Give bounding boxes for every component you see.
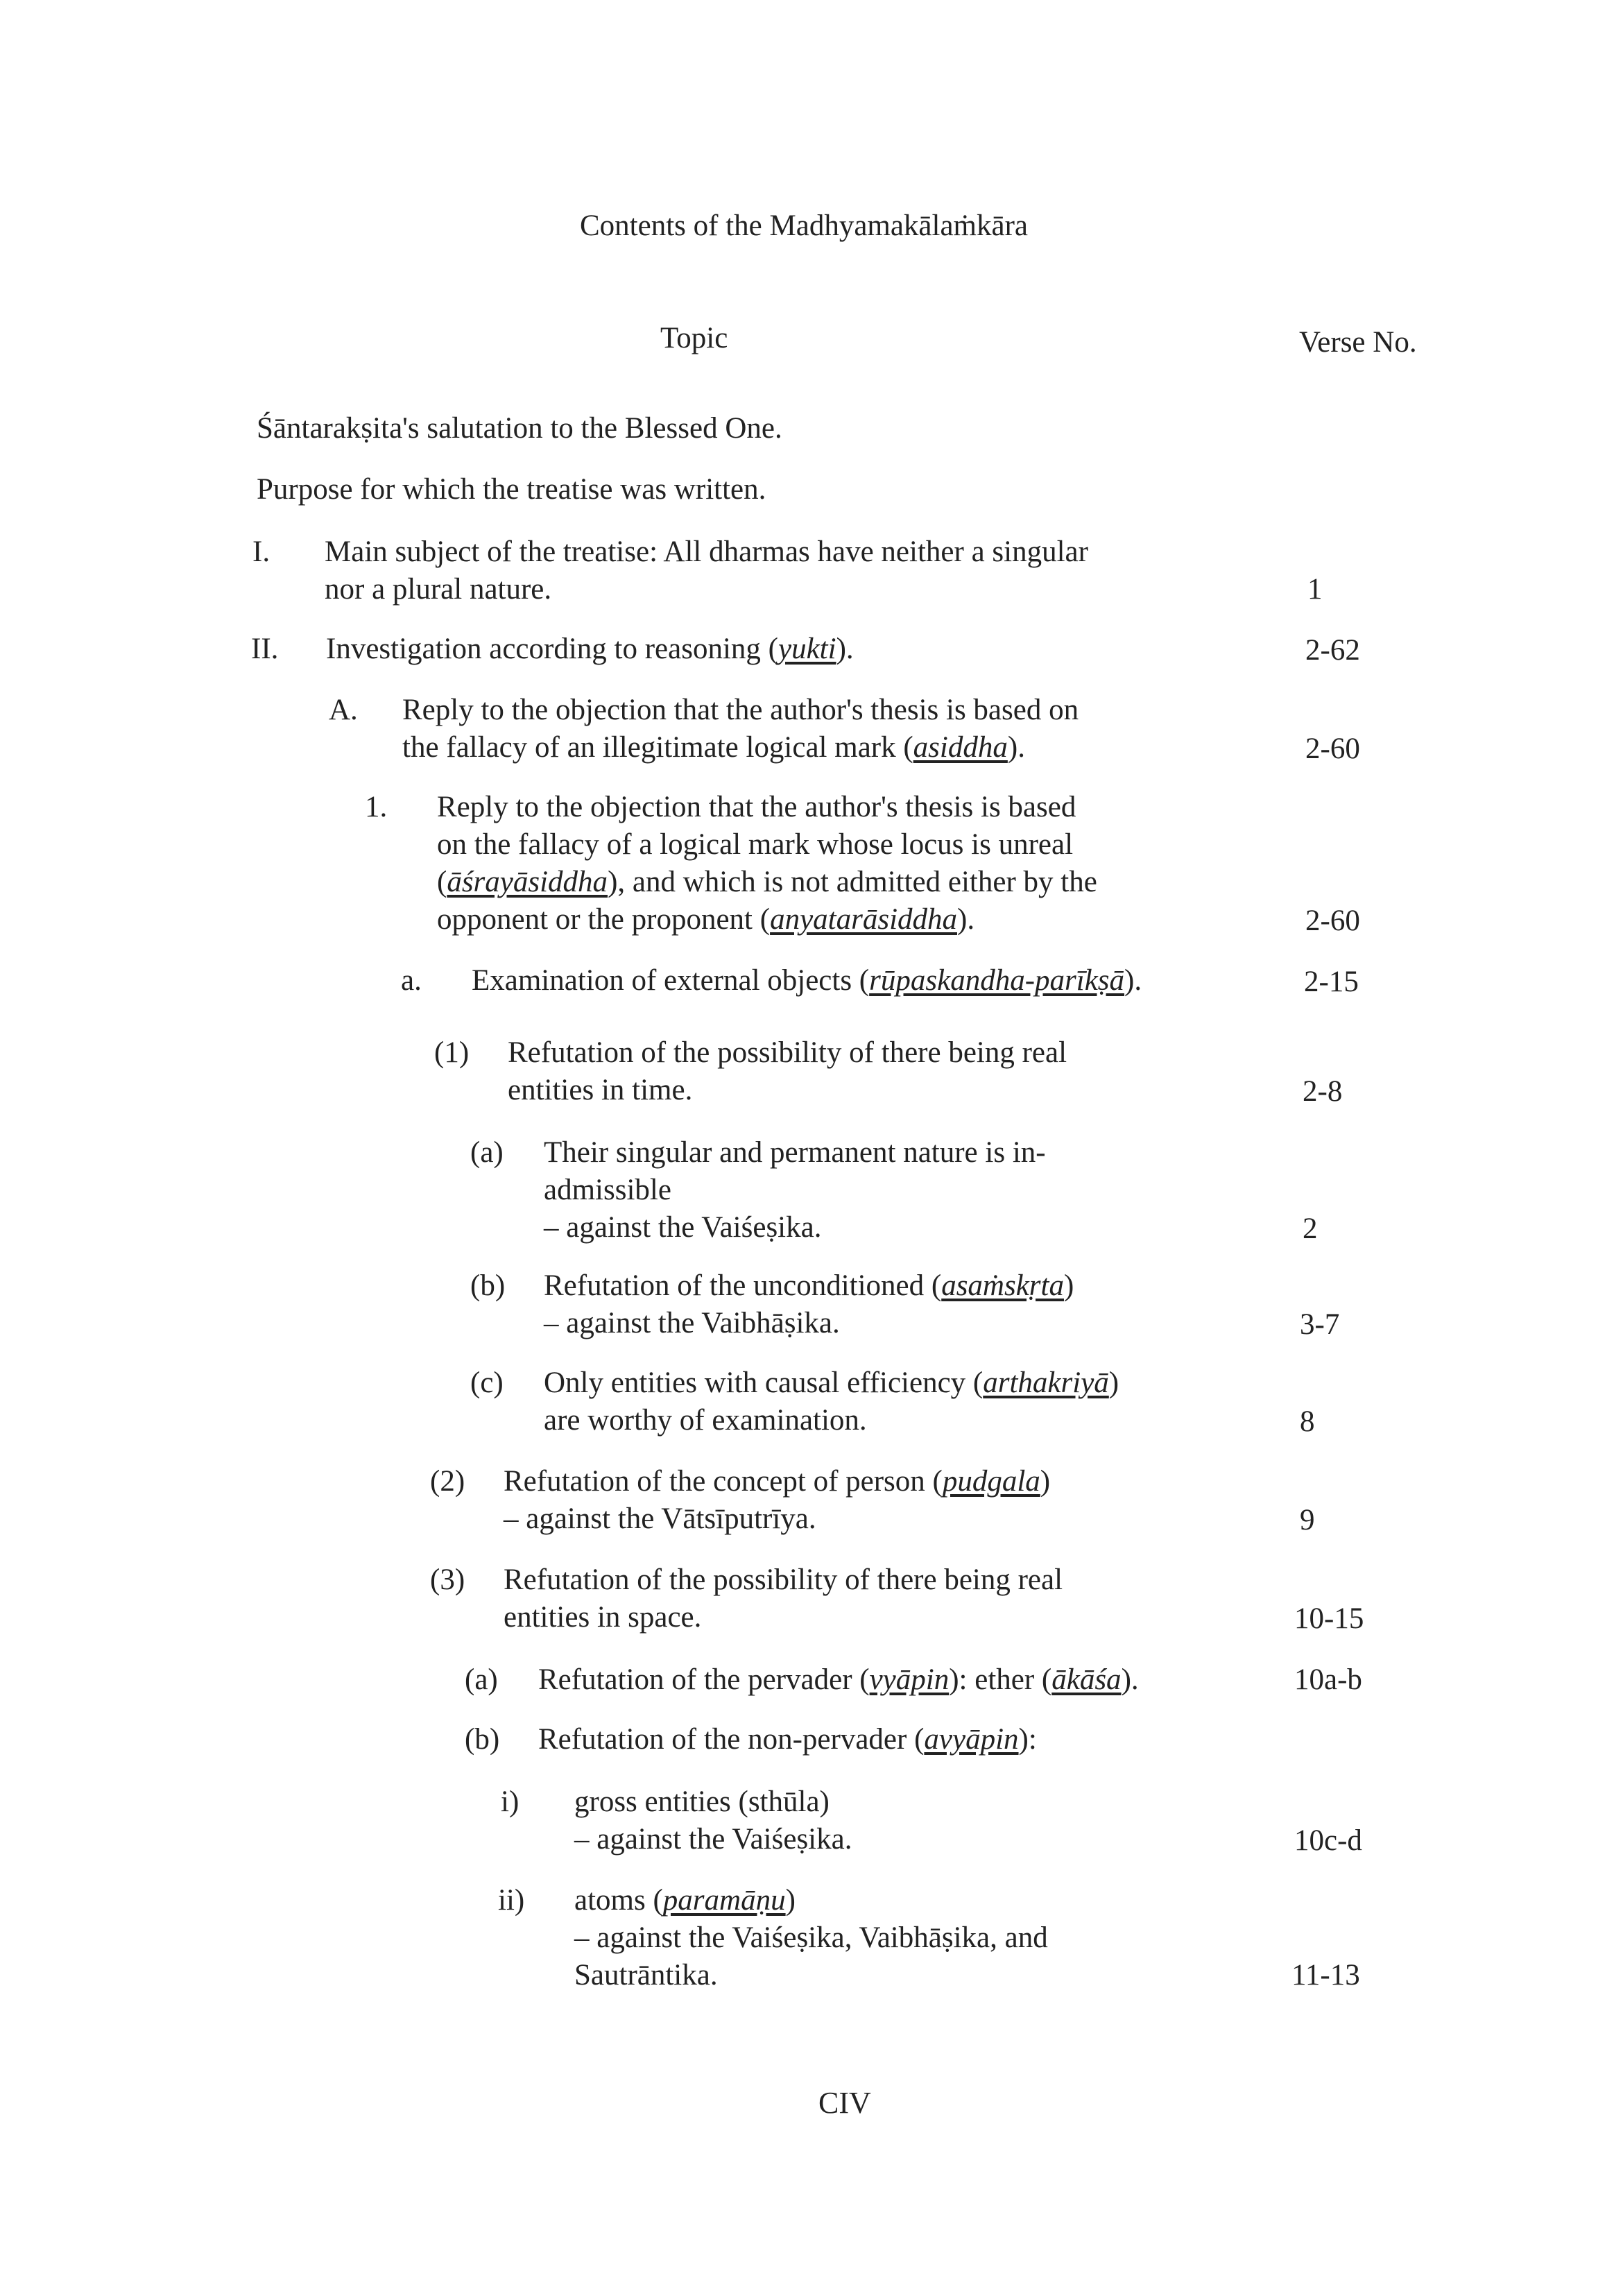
toc-entry-label: (b) (465, 1723, 500, 1756)
toc-entry-line: gross entities (sthūla) (574, 1785, 830, 1818)
toc-entry-line: are worthy of examination. (544, 1404, 867, 1437)
toc-entry-line: entities in space. (504, 1601, 702, 1634)
toc-entry-line: the fallacy of an illegitimate logical mark (asiddha). (402, 731, 1025, 764)
toc-entry-line: opponent or the proponent (anyatarāsiddha). (437, 903, 975, 936)
toc-entry-line: Purpose for which the treatise was written. (257, 473, 766, 506)
toc-entry-label: A. (329, 694, 358, 726)
toc-entry-line: Investigation according to reasoning (yukti). (326, 633, 854, 665)
toc-entry-label: (a) (470, 1136, 504, 1169)
toc-entry-line: Examination of external objects (rūpaskandha-parīkṣā). (472, 964, 1142, 997)
verse-number: 10a-b (1294, 1663, 1362, 1696)
toc-entry-label: (a) (465, 1663, 498, 1696)
verse-number: 8 (1300, 1405, 1315, 1438)
toc-entry-line: Reply to the objection that the author's thesis is based on (402, 694, 1079, 726)
toc-entry-line: – against the Vaibhāṣika. (544, 1307, 840, 1339)
toc-entry-line: Refutation of the possibility of there being real (504, 1563, 1063, 1596)
toc-entry-line: Śāntarakṣita's salutation to the Blessed One. (257, 412, 782, 445)
sanskrit-term: sthūla (748, 1785, 820, 1818)
toc-entry-label: 1. (365, 791, 388, 823)
toc-entry-line: – against the Vaiśeṣika. (544, 1211, 822, 1244)
toc-entry-line: – against the Vātsīputrīya. (504, 1502, 816, 1535)
toc-entry-line: Sautrāntika. (574, 1959, 718, 1991)
toc-entry-line: (āśrayāsiddha), and which is not admitted either by the (437, 866, 1097, 898)
toc-entry-label: a. (401, 964, 422, 997)
verse-number: 10c-d (1294, 1824, 1362, 1857)
sanskrit-term: ākāśa (1051, 1663, 1122, 1696)
verse-number: 1 (1307, 573, 1323, 606)
toc-entry-label: (b) (470, 1269, 506, 1302)
toc-entry-line: – against the Vaiśeṣika. (574, 1823, 852, 1856)
toc-entry-label: II. (251, 633, 279, 665)
verse-number: 2 (1303, 1213, 1318, 1245)
toc-entry-label: (3) (430, 1563, 465, 1596)
verse-number: 10-15 (1294, 1602, 1364, 1635)
toc-entry-line: Their singular and permanent nature is in- (544, 1136, 1046, 1169)
sanskrit-term: vyāpin (869, 1663, 950, 1696)
sanskrit-term: paramāṇu (662, 1884, 786, 1917)
sanskrit-term: asiddha (913, 731, 1008, 764)
toc-entry-label: (2) (430, 1465, 465, 1498)
toc-entry-line: Main subject of the treatise: All dharmas have neither a singular (325, 536, 1088, 568)
verse-column-header: Verse No. (1299, 326, 1417, 359)
sanskrit-term: anyatarāsiddha (770, 903, 958, 936)
toc-entry-line: Refutation of the concept of person (pudgala) (504, 1465, 1051, 1498)
topic-column-header: Topic (660, 322, 728, 354)
toc-entry-line: – against the Vaiśeṣika, Vaibhāṣika, and (574, 1921, 1048, 1954)
verse-number: 2-15 (1304, 966, 1359, 998)
toc-entry-line: Refutation of the possibility of there being real (508, 1036, 1067, 1069)
verse-number: 2-62 (1305, 634, 1360, 667)
toc-entry-line: Reply to the objection that the author's thesis is based (437, 791, 1076, 823)
toc-entry-line: Only entities with causal efficiency (arthakriyā) (544, 1367, 1119, 1399)
verse-number: 9 (1300, 1504, 1315, 1536)
toc-entry-line: Refutation of the non-pervader (avyāpin): (538, 1723, 1037, 1756)
verse-number: 3-7 (1300, 1308, 1340, 1341)
sanskrit-term: avyāpin (924, 1723, 1019, 1756)
toc-entry-label: (1) (434, 1036, 470, 1069)
toc-entry-line: admissible (544, 1174, 671, 1206)
verse-number: 2-8 (1303, 1075, 1343, 1108)
toc-entry-label: I. (252, 536, 270, 568)
toc-entry-line: entities in time. (508, 1074, 693, 1106)
toc-entry-label: (c) (470, 1367, 504, 1399)
sanskrit-term: rūpaskandha-parīkṣā (869, 964, 1125, 997)
toc-entry-line: Refutation of the pervader (vyāpin): ether (ākāśa). (538, 1663, 1139, 1696)
verse-number: 2-60 (1305, 905, 1360, 937)
page-number: CIV (818, 2086, 871, 2120)
sanskrit-term: āśrayāsiddha (447, 866, 608, 898)
sanskrit-term: arthakriyā (983, 1367, 1109, 1399)
verse-number: 2-60 (1305, 733, 1360, 765)
toc-entry-label: ii) (498, 1884, 525, 1917)
page-title: Contents of the Madhyamakālaṁkāra (580, 209, 1028, 242)
sanskrit-term: pudgala (942, 1465, 1040, 1498)
toc-entry-label: i) (501, 1785, 519, 1818)
toc-entry-line: Refutation of the unconditioned (asaṁskṛta) (544, 1269, 1074, 1302)
toc-entry-line: nor a plural nature. (325, 573, 552, 606)
sanskrit-term: asaṁskṛta (941, 1269, 1064, 1302)
verse-number: 11-13 (1291, 1959, 1360, 1991)
sanskrit-term: yukti (778, 633, 836, 665)
toc-entry-line: on the fallacy of a logical mark whose locus is unreal (437, 828, 1074, 861)
toc-entry-line: atoms (paramāṇu) (574, 1884, 796, 1917)
